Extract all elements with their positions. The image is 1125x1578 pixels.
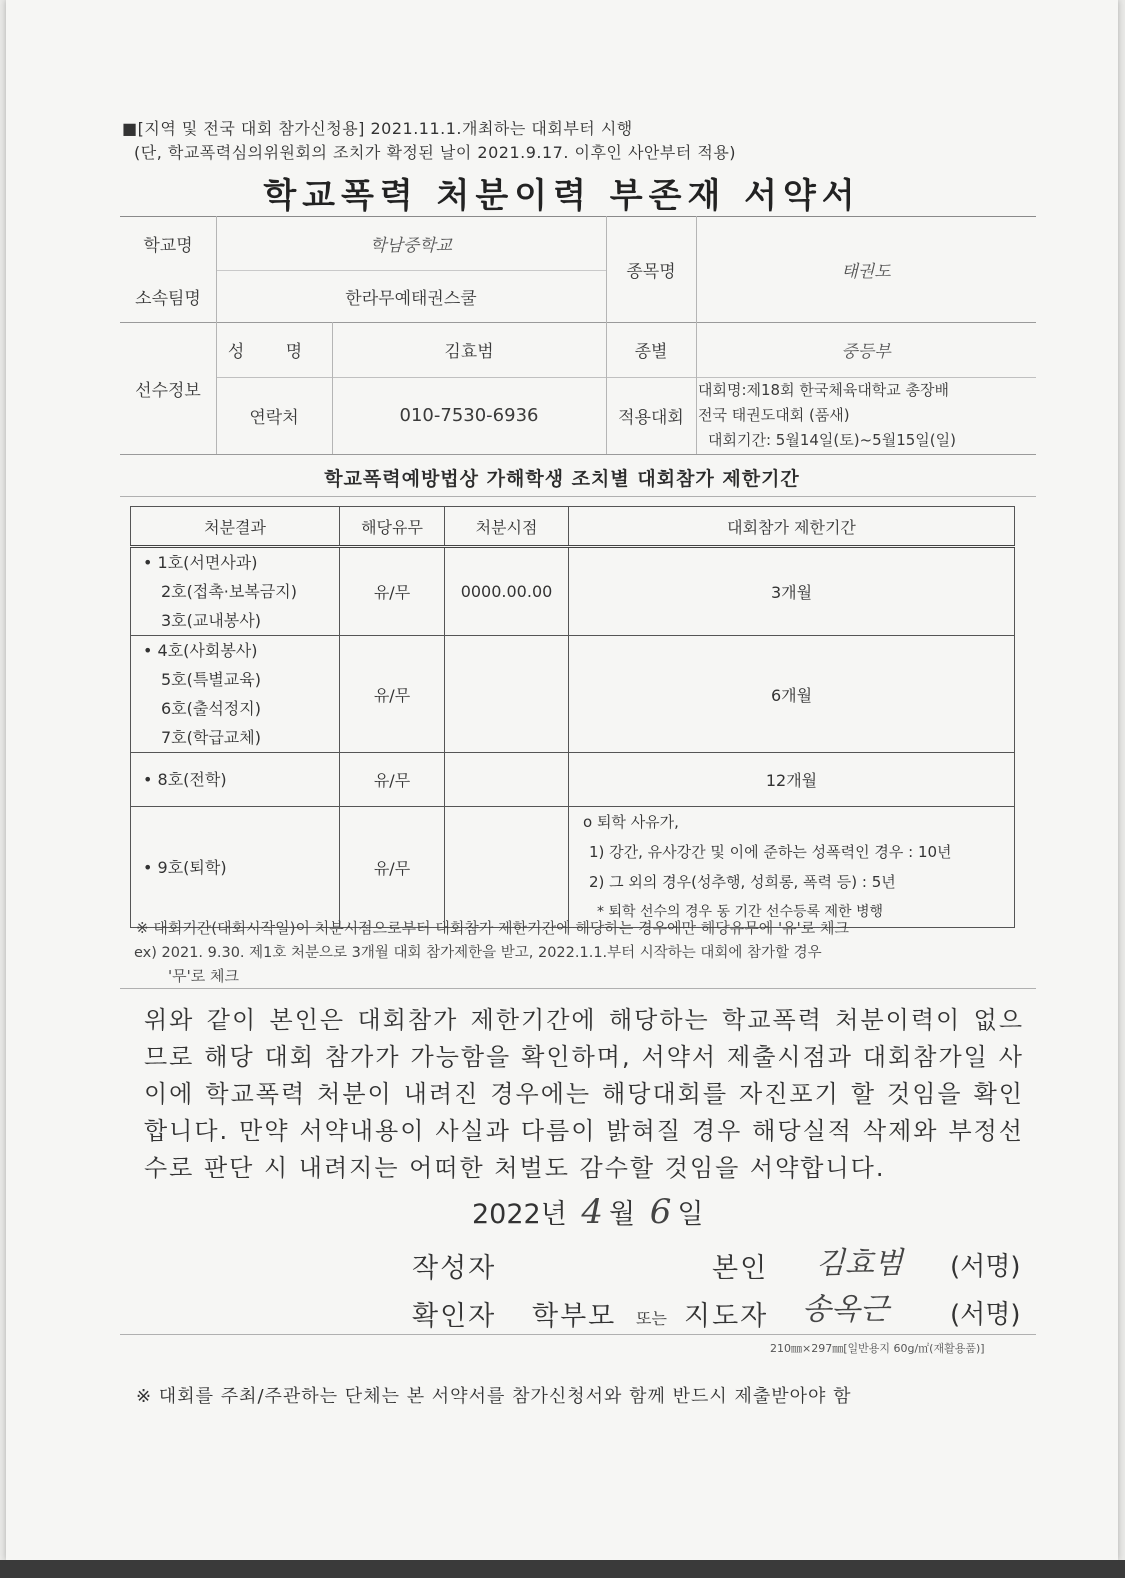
paper-spec: 210㎜×297㎜[일반용지 60g/㎡(재활용품)]: [770, 1342, 985, 1355]
event-name-line: 대회명:제18회 한국체육대학교 총장배: [698, 381, 950, 399]
name-value: 김효범: [444, 342, 494, 362]
table-title-border: [120, 496, 1036, 497]
result-item: 2호(접촉·보복금지): [161, 582, 297, 601]
info-bottom-border: [120, 454, 1036, 455]
limit-cell: [569, 807, 1015, 928]
team-label: 소속팀명: [135, 288, 201, 309]
applicable-cell: 유/무: [340, 807, 445, 928]
table-note-2: ex) 2021. 9.30. 제1호 처분으로 3개월 대회 참가제한을 받고, 2022.1.1.부터 시작하는 대회에 참가할 경우: [134, 945, 822, 961]
result-item: • 8호(전학): [143, 770, 227, 789]
event-name-line: 전국 태권도대회 (품새): [698, 406, 850, 424]
writer-label: 작성자: [412, 1253, 497, 1284]
limit-cell: 12개월: [569, 753, 1015, 807]
coach-stamp: (서명): [950, 1300, 1021, 1330]
document-page: [6, 0, 1118, 1560]
date-year-suffix: 년: [540, 1199, 567, 1230]
team-value: 한라무예태권스쿨: [345, 288, 477, 309]
limit-line: o 퇴학 사유가,: [583, 813, 679, 831]
applicable-cell: 유/무: [340, 753, 445, 807]
table-note-3: '무'로 체크: [168, 967, 239, 985]
category-value: 중등부: [841, 342, 891, 362]
result-item: 3호(교내봉사): [161, 611, 261, 630]
sport-label: 종목명: [626, 261, 676, 282]
name-label: 성 명: [227, 342, 321, 362]
contact-value: 010-7530-6936: [399, 405, 539, 426]
or-label: 또는: [636, 1309, 667, 1328]
table-row: [131, 636, 1015, 753]
limit-line: 2) 그 외의 경우(성추행, 성희롱, 폭력 등) : 5년: [589, 873, 896, 891]
col-header-date: 처분시점: [445, 507, 569, 547]
col-header-applicable: 해당유무: [340, 507, 445, 547]
limit-line: * 퇴학 선수의 경우 동 기간 선수등록 제한 병행: [597, 904, 884, 920]
event-period-line: 대회기간: 5월14일(토)~5월15일(일): [708, 431, 956, 449]
table-row: [131, 753, 1015, 807]
self-signature: 김효범: [816, 1246, 903, 1281]
result-cell: [131, 753, 340, 807]
applicable-cell: 유/무: [340, 636, 445, 753]
document-title: 학교폭력 처분이력 부존재 서약서: [263, 176, 861, 216]
result-item: 5호(특별교육): [161, 670, 261, 689]
date-line: [472, 1192, 703, 1232]
date-cell: [445, 636, 569, 753]
school-value: 학남중학교: [369, 235, 453, 256]
date-month: 4: [581, 1192, 604, 1232]
table-row: [131, 807, 1015, 928]
self-label: 본인: [712, 1253, 769, 1284]
self-stamp: (서명): [950, 1252, 1021, 1282]
coach-signature: 송옥근: [802, 1292, 889, 1327]
header-line-2: (단, 학교폭력심의위원회의 조치가 확정된 날이 2021.9.17. 이후인 사안부터 적용): [134, 143, 737, 162]
result-item: • 1호(서면사과): [143, 553, 258, 572]
date-day: 6: [649, 1192, 672, 1232]
penalty-table: [130, 506, 1015, 928]
table-note-1: ※ 대회기간(대회시작일)이 처분시점으로부터 대회참가 제한기간에 해당하는 경우에만 해당유무에 '유'로 체크: [136, 919, 849, 937]
date-year: 2022: [472, 1199, 541, 1230]
result-cell: [131, 636, 340, 753]
date-cell: 0000.00.00: [445, 547, 569, 636]
result-cell: [131, 547, 340, 636]
pledge-paragraph: 위와 같이 본인은 대회참가 제한기간에 해당하는 학교폭력 처분이력이 없으므로 해당 대회 참가가 가능함을 확인하며, 서약서 제출시점과 대회참가일 사이에 학교폭력 처분이 내려진 경우에는 해당대회를 자진포기 할 것임을 확인합니다. 만약 서약내용이 사실과 다름이 밝혀질 경우 해당실적 삭제와 부정선수로 판단 시 내려지는 어떠한 처벌도 감수할 것임을 서약합니다.: [144, 1006, 1024, 1182]
event-info: [698, 378, 1036, 453]
contact-label: 연락처: [249, 408, 299, 428]
applicable-cell: 유/무: [340, 547, 445, 636]
result-item: 6호(출석정지): [161, 699, 261, 718]
player-info-label: 선수정보: [135, 380, 201, 401]
limit-cell: 6개월: [569, 636, 1015, 753]
coach-label: 지도자: [684, 1301, 769, 1332]
date-month-suffix: 월: [609, 1199, 636, 1230]
event-label: 적용대회: [618, 408, 684, 428]
confirmer-label: 확인자: [412, 1301, 497, 1332]
result-item: • 9호(퇴학): [143, 857, 227, 877]
date-cell: [445, 753, 569, 807]
penalty-table-title: 학교폭력예방법상 가해학생 조치별 대회참가 제한기간: [324, 468, 800, 490]
school-label: 학교명: [143, 235, 193, 256]
limit-cell: 3개월: [569, 547, 1015, 636]
col-header-limit: 대회참가 제한기간: [569, 507, 1015, 547]
date-day-suffix: 일: [677, 1199, 704, 1230]
result-item: 7호(학급교체): [161, 728, 261, 747]
col-header-result: 처분결과: [131, 507, 340, 547]
sport-value: 태권도: [841, 261, 891, 282]
category-label: 종별: [634, 342, 668, 362]
signature-divider: [120, 1334, 1036, 1335]
result-cell: [131, 807, 340, 928]
parent-label: 학부모: [532, 1301, 617, 1332]
table-row: [131, 547, 1015, 636]
limit-line: 1) 강간, 유사강간 및 이에 준하는 성폭력인 경우 : 10년: [589, 843, 952, 861]
date-cell: [445, 807, 569, 928]
result-item: • 4호(사회봉사): [143, 641, 258, 660]
notes-divider: [120, 988, 1036, 989]
bottom-note: ※ 대회를 주최/주관하는 단체는 본 서약서를 참가신청서와 함께 반드시 제출받아야 함: [136, 1386, 852, 1407]
scan-edge: [0, 1560, 1125, 1578]
header-line-1: ■[지역 및 전국 대회 참가신청용] 2021.11.1.개최하는 대회부터 시행: [122, 119, 633, 138]
